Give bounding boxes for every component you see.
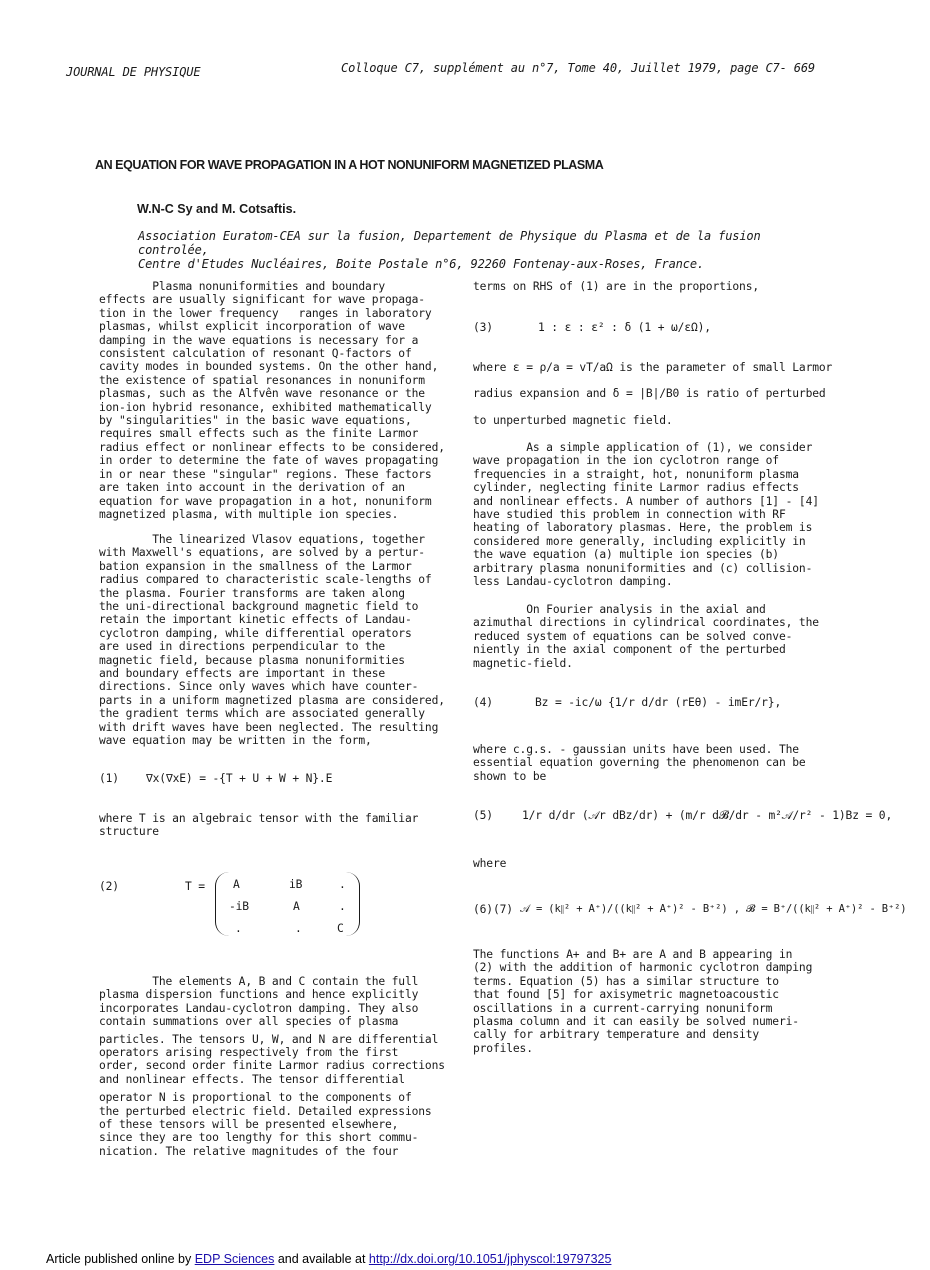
affiliation (138, 229, 838, 271)
equation-2-lhs: T = (185, 880, 205, 893)
text-line: frequencies in a straight, hot, nonuniform plasma (473, 467, 799, 481)
running-header-issue: Colloque C7, supplément au n°7, Tome 40, Juillet 1979, page C7- 669 (341, 61, 815, 75)
equation-number: (3) (473, 321, 493, 334)
text-line: radius compared to characteristic scale-lengths of (99, 573, 432, 587)
text-line: As a simple application of (1), we consider (473, 441, 813, 454)
equation-5: 1/r d/dr (𝒜r dBz/dr) + (m/r d𝓑/dr - m²𝒜/r² - 1)Bz = 0, (522, 809, 893, 822)
matrix-right-paren (345, 872, 360, 936)
text-line: shown to be (473, 769, 547, 783)
text-line: nication. The relative magnitudes of the four (99, 1144, 399, 1158)
text-line: that found [5] for axisymetric magnetoacoustic (473, 988, 779, 1002)
text-line: the gradient terms which are associated generally (99, 707, 425, 721)
text-line: radius expansion and δ = |B|/B0 is ratio of perturbed (473, 387, 826, 400)
text-line: azimuthal directions in cylindrical coordinates, the (473, 616, 819, 630)
text-line: are used in directions perpendicular to the (99, 640, 386, 654)
matrix-cell: -iB (229, 900, 249, 913)
text-line: the plasma. Fourier transforms are taken along (99, 586, 405, 600)
text-line: wave propagation in the ion cyclotron range of (473, 454, 779, 468)
text-line: cavity modes in bounded systems. On the other hand, (99, 360, 439, 374)
paper-title: AN EQUATION FOR WAVE PROPAGATION IN A HOT NONUNIFORM MAGNETIZED PLASMA (95, 158, 604, 172)
text-line: where T is an algebraic tensor with the familiar (99, 812, 419, 825)
matrix-cell: iB (289, 878, 303, 891)
running-header-journal: JOURNAL DE PHYSIQUE (66, 65, 201, 79)
left-column-after-eq1 (99, 812, 418, 839)
text-line: cylinder, neglecting finite Larmor radius effects (473, 481, 799, 495)
text-line: plasmas, such as the Alfvên wave resonance or the (99, 387, 425, 401)
text-line: magnetic field, because plasma nonuniformities (99, 653, 405, 667)
text-line: have studied this problem in connection with RF (473, 508, 786, 522)
text-line: operator N is proportional to the components of (99, 1091, 412, 1105)
equation-1: ∇x(∇xE) = -{T + U + W + N}.E (146, 772, 333, 785)
paper-authors: W.N-C Sy and M. Cotsaftis. (137, 202, 297, 216)
text-line: considered more generally, including explicitly in (473, 534, 806, 548)
text-line: magnetic-field. (473, 656, 573, 670)
matrix-cell: . (339, 878, 346, 891)
text-line: tion in the lower frequency ranges in laboratory (99, 306, 432, 320)
text-line: (2) with the addition of harmonic cyclotron damping (473, 961, 813, 975)
text-line: the perturbed electric field. Detailed expressions (99, 1104, 432, 1118)
text-line: consistent calculation of resonant Q-factors of (99, 347, 412, 361)
text-line: requires small effects such as the finite Larmor (99, 427, 419, 441)
text-line: wave equation may be written in the form, (99, 734, 372, 748)
text-line: where ε = ρ/a = vT/aΩ is the parameter of small Larmor (473, 361, 833, 374)
text-line: the wave equation (a) multiple ion species (b) (473, 548, 779, 562)
publication-footer (46, 1252, 611, 1266)
text-line: of these tensors will be presented elsewhere, (99, 1118, 399, 1132)
text-line: and nonlinear effects. A number of authors [1] - [4] (473, 494, 819, 508)
text-line: niently in the axial component of the perturbed (473, 643, 786, 657)
equation-6-7: 𝒜 = (k∥² + A⁺)/((k∥² + A⁺)² - B⁺²) , 𝓑 = B⁺/((k∥² + A⁺)² - B⁺²) (520, 903, 907, 915)
text-line: less Landau-cyclotron damping. (473, 575, 673, 589)
text-line: with Maxwell's equations, are solved by a pertur- (99, 546, 425, 560)
text-line: cally for arbitrary temperature and density (473, 1028, 760, 1042)
matrix-cell: . (339, 900, 346, 913)
text-line: cyclotron damping, while differential operators (99, 626, 412, 640)
text-line: in order to determine the fate of waves propagating (99, 454, 439, 468)
footer-prefix: Article published online by (46, 1252, 195, 1266)
text-line: bation expansion in the smallness of the Larmor (99, 559, 412, 573)
right-column-gaussian (473, 743, 806, 783)
text-line: terms on RHS of (1) are in the proportions, (473, 280, 760, 293)
text-line: in or near these "singular" regions. These factors (99, 467, 432, 481)
text-line: reduced system of equations can be solved conve- (473, 629, 793, 643)
matrix-left-paren (215, 872, 230, 936)
text-line: equation for wave propagation in a hot, nonuniform (99, 494, 432, 508)
equation-3: 1 : ε : ε² : δ (1 + ω/εΩ), (538, 321, 711, 334)
text-line: The functions A+ and B+ are A and B appearing in (473, 948, 793, 961)
text-line: since they are too lengthy for this short commu- (99, 1131, 419, 1145)
text-line: contain summations over all species of plasma (99, 1015, 399, 1029)
right-column-fourier (473, 603, 819, 670)
text-line: The linearized Vlasov equations, together (99, 533, 425, 546)
text-line: Plasma nonuniformities and boundary (99, 280, 386, 293)
text-line: operators arising respectively from the first (99, 1046, 399, 1060)
doi-link[interactable]: http://dx.doi.org/10.1051/jphyscol:19797325 (368, 1252, 612, 1266)
equation-number: (1) (99, 772, 119, 785)
text-line: oscillations in a current-carrying nonuniform (473, 1001, 773, 1015)
text-line: are taken into account in the derivation of an (99, 481, 405, 495)
text-line: particles. The tensors U, W, and N are differential (99, 1032, 439, 1046)
affiliation-line: Centre d'Etudes Nucléaires, Boite Postale n°6, 92260 Fontenay-aux-Roses, France. (138, 257, 704, 271)
text-line: terms. Equation (5) has a similar structure to (473, 974, 779, 988)
text-line: On Fourier analysis in the axial and (473, 603, 766, 616)
footer-middle: and available at (274, 1252, 369, 1266)
text-line: order, second order finite Larmor radius corrections (99, 1059, 445, 1073)
text-line: with drift waves have been neglected. The resulting (99, 720, 439, 734)
text-line: retain the important kinetic effects of Landau- (99, 613, 412, 627)
equation-number: (2) (99, 880, 119, 893)
left-column-method (99, 533, 445, 748)
text-line: plasma column and it can easily be solved numeri- (473, 1015, 799, 1029)
text-line: plasma dispersion functions and hence explicitly (99, 988, 419, 1002)
text-line: ion-ion hybrid resonance, exhibited mathematically (99, 400, 432, 414)
matrix-cell: . (235, 922, 242, 935)
text-line: and nonlinear effects. The tensor differential (99, 1072, 405, 1086)
equation-number: (4) (473, 696, 493, 709)
text-line: profiles. (473, 1041, 533, 1055)
text-line: magnetized plasma, with multiple ion species. (99, 507, 399, 521)
matrix-cell: A (233, 878, 240, 891)
affiliation-line: Association Euratom-CEA sur la fusion, Departement de Physique du Plasma et de la fusion controlée, (138, 229, 761, 257)
right-column-conclusion (473, 948, 812, 1055)
equation-number: (5) (473, 809, 493, 822)
text-line: to unperturbed magnetic field. (473, 414, 673, 427)
text-line: plasmas, whilst explicit incorporation of wave (99, 320, 405, 334)
text-line: heating of laboratory plasmas. Here, the problem is (473, 521, 813, 535)
publisher-link[interactable]: EDP Sciences (194, 1252, 275, 1266)
text-line: radius effect or nonlinear effects to be considered, (99, 440, 445, 454)
left-column-intro (99, 280, 445, 521)
text-line: essential equation governing the phenomenon can be (473, 756, 806, 770)
text-line: the uni-directional background magnetic field to (99, 600, 419, 614)
right-column-application (473, 441, 819, 588)
text-line: directions. Since only waves which have counter- (99, 680, 419, 694)
matrix-cell: C (337, 922, 344, 935)
tensor-matrix (215, 872, 360, 940)
matrix-cell: . (295, 922, 302, 935)
equation-number: (6)(7) (473, 903, 513, 916)
text-line: the existence of spatial resonances in nonuniform (99, 373, 425, 387)
text-line: and boundary effects are important in these (99, 667, 386, 681)
text-line: effects are usually significant for wave propaga- (99, 293, 425, 307)
text-line: parts in a uniform magnetized plasma are considered, (99, 693, 445, 707)
text-line: where c.g.s. - gaussian units have been used. The (473, 743, 799, 756)
left-column-tensors (99, 975, 445, 1158)
text-line: structure (99, 825, 159, 839)
text-line: by "singularities" in the basic wave equations, (99, 414, 412, 428)
text-line: where (473, 857, 507, 870)
matrix-cell: A (293, 900, 300, 913)
text-line: incorporates Landau-cyclotron damping. They also (99, 1001, 419, 1015)
text-line: arbitrary plasma nonuniformities and (c) collision- (473, 561, 813, 575)
equation-4: Bz = -ic/ω {1/r d/dr (rEθ) - imEr/r}, (535, 696, 782, 709)
text-line: The elements A, B and C contain the full (99, 975, 419, 988)
text-line: damping in the wave equations is necessary for a (99, 333, 419, 347)
